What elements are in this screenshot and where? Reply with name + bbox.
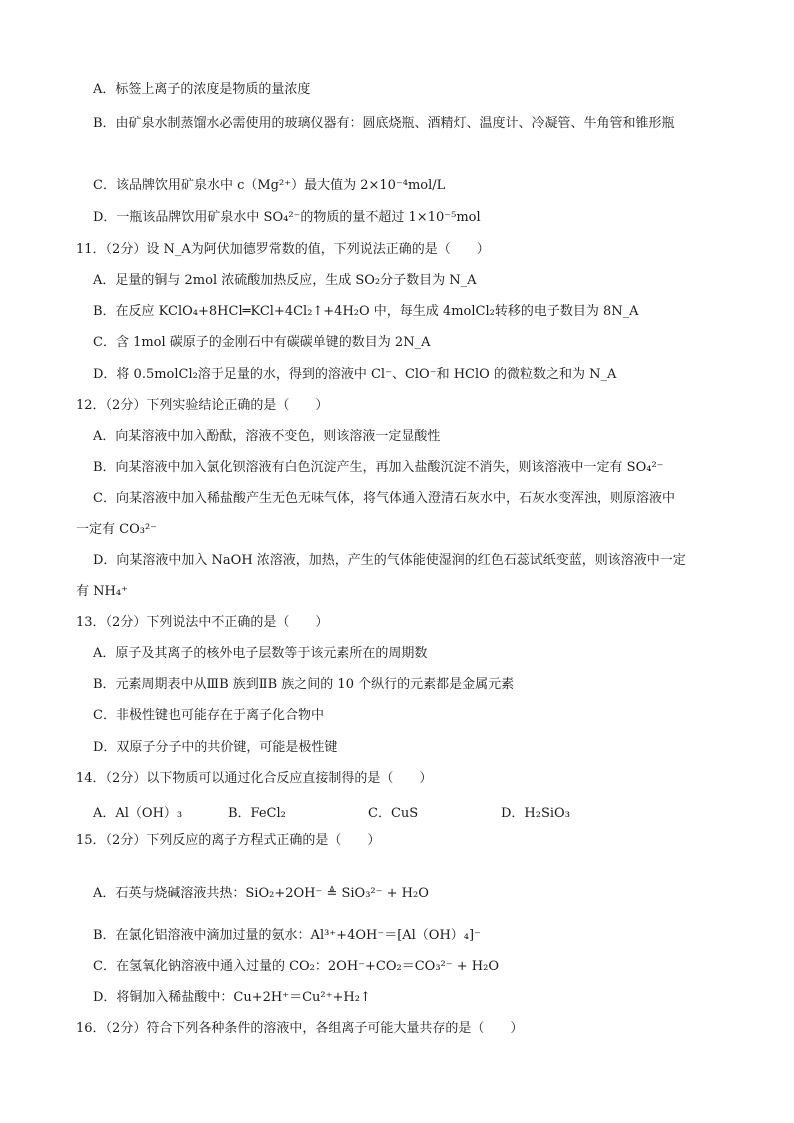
option-15b: B．在氯化铝溶液中滴加过量的氨水：Al³⁺+4OH⁻＝[Al（OH）₄]⁻ (93, 928, 481, 943)
option-12c: C．向某溶液中加入稀盐酸产生无色无味气体，将气体通入澄清石灰水中，石灰水变浑浊，则原溶液中 (93, 491, 675, 506)
question-12-stem: 12．（2分）下列实验结论正确的是（ ） (76, 398, 329, 413)
option-11a: A．足量的铜与 2mol 浓硫酸加热反应，生成 SO₂分子数目为 N_A (93, 273, 477, 288)
option-15c: C．在氢氧化钠溶液中通入过量的 CO₂：2OH⁻+CO₂＝CO₃²⁻ + H₂O (93, 959, 499, 974)
option-11b: B．在反应 KClO₄+8HCl═KCl+4Cl₂↑+4H₂O 中，每生成 4molCl₂转移的电子数目为 8N_A (93, 304, 639, 319)
option-12d: D．向某溶液中加入 NaOH 浓溶液，加热，产生的气体能使湿润的红色石蕊试纸变蓝，则该溶液中一定 (93, 553, 686, 568)
option-12d-continued: 有 NH₄⁺ (76, 584, 128, 599)
option-14d: D．H₂SiO₃ (501, 806, 570, 821)
option-10c: C．该品牌饮用矿泉水中 c（Mg²⁺）最大值为 2×10⁻⁴mol/L (93, 178, 446, 193)
option-13d: D．双原子分子中的共价键，可能是极性键 (93, 740, 338, 755)
option-15a: A．石英与烧碱溶液共热：SiO₂+2OH⁻ ≜ SiO₃²⁻ + H₂O (93, 886, 429, 901)
option-12a: A．向某溶液中加入酚酞，溶液不变色，则该溶液一定显酸性 (93, 429, 441, 444)
option-13b: B．元素周期表中从ⅢB 族到ⅡB 族之间的 10 个纵行的元素都是金属元素 (93, 677, 515, 692)
option-11d: D．将 0.5molCl₂溶于足量的水，得到的溶液中 Cl⁻、ClO⁻和 HClO 的微粒数之和为 N_A (93, 367, 617, 382)
option-14a: A．Al（OH）₃ (93, 806, 183, 821)
question-14-stem: 14．（2分）以下物质可以通过化合反应直接制得的是（ ） (76, 771, 433, 786)
question-16-stem: 16．（2分）符合下列各种条件的溶液中，各组离子可能大量共存的是（ ） (76, 1021, 524, 1036)
question-11-stem: 11．（2分）设 N_A为阿伏加德罗常数的值，下列说法正确的是（ ） (76, 242, 490, 257)
option-14c: C．CuS (368, 806, 419, 821)
option-13c: C．非极性键也可能存在于离子化合物中 (93, 708, 324, 723)
option-11c: C．含 1mol 碳原子的金刚石中有碳碳单键的数目为 2N_A (93, 335, 431, 350)
option-12c-continued: 一定有 CO₃²⁻ (76, 522, 158, 537)
question-13-stem: 13．（2分）下列说法中不正确的是（ ） (76, 615, 329, 630)
option-10d: D．一瓶该品牌饮用矿泉水中 SO₄²⁻的物质的量不超过 1×10⁻⁵mol (93, 210, 481, 225)
option-14b: B．FeCl₂ (228, 806, 286, 821)
option-15d: D．将铜加入稀盐酸中：Cu+2H⁺＝Cu²⁺+H₂↑ (93, 990, 371, 1005)
option-10b: B．由矿泉水制蒸馏水必需使用的玻璃仪器有：圆底烧瓶、酒精灯、温度计、冷凝管、牛角管和锥形瓶 (93, 116, 675, 131)
option-13a: A．原子及其离子的核外电子层数等于该元素所在的周期数 (93, 646, 428, 661)
question-14-options (93, 802, 653, 820)
option-12b: B．向某溶液中加入氯化钡溶液有白色沉淀产生，再加入盐酸沉淀不消失，则该溶液中一定有 SO₄²⁻ (93, 460, 664, 475)
question-15-stem: 15．（2分）下列反应的离子方程式正确的是（ ） (76, 833, 381, 848)
option-10a: A．标签上离子的浓度是物质的量浓度 (93, 82, 311, 97)
